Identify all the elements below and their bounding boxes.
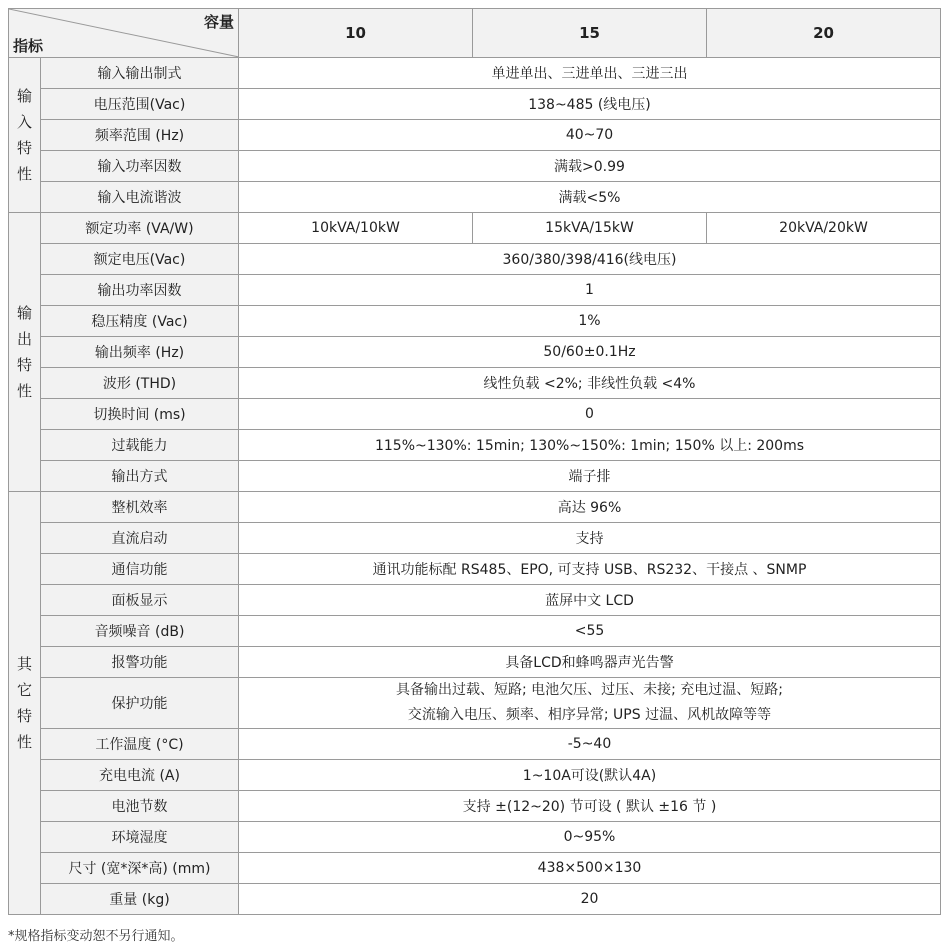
param-label: 输出方式 [41,461,239,492]
param-value: 单进单出、三进单出、三进三出 [239,58,941,89]
table-row [9,492,941,523]
param-label: 稳压精度 (Vac) [41,306,239,337]
param-label: 面板显示 [41,585,239,616]
protection-line-1: 具备输出过载、短路; 电池欠压、过压、未接; 充电过温、短路; [395,682,784,698]
param-value: 满载>0.99 [239,151,941,182]
protection-line-2: 交流输入电压、频率、相序异常; UPS 过温、风机故障等等 [407,707,772,723]
table-row [9,89,941,120]
footnote: *规格指标变动恕不另行通知。 [8,929,184,944]
param-value: 1 [239,275,941,306]
param-label: 充电电流 (A) [41,760,239,791]
corner-cell [9,9,239,58]
table-row [9,884,941,915]
param-value: 满载<5% [239,182,941,213]
table-row [9,151,941,182]
group-label-other: 其 它 特 性 [9,492,41,915]
param-value: 端子排 [239,461,941,492]
param-label: 输入功率因数 [41,151,239,182]
rated-power-20: 20kVA/20kW [707,213,941,244]
model-header-20: 20 [707,9,941,58]
param-value: <55 [239,616,941,647]
param-label: 额定电压(Vac) [41,244,239,275]
model-header-10: 10 [239,9,473,58]
param-value: 蓝屏中文 LCD [239,585,941,616]
table-row [9,213,941,244]
table-row [9,430,941,461]
rated-power-10: 10kVA/10kW [239,213,473,244]
param-label: 过载能力 [41,430,239,461]
param-value: 138~485 (线电压) [239,89,941,120]
table-row [9,585,941,616]
header-row [9,9,941,58]
param-value: 支持 [239,523,941,554]
group-label-output: 输 出 特 性 [9,213,41,492]
indicator-label: 指标 [13,37,44,55]
table-row [9,182,941,213]
param-value: 0 [239,399,941,430]
table-row [9,822,941,853]
param-value: 50/60±0.1Hz [239,337,941,368]
param-value: 0~95% [239,822,941,853]
param-label: 输出频率 (Hz) [41,337,239,368]
param-label: 波形 (THD) [41,368,239,399]
table-row [9,616,941,647]
param-label: 整机效率 [41,492,239,523]
param-value: 40~70 [239,120,941,151]
param-value: 通讯功能标配 RS485、EPO, 可支持 USB、RS232、干接点 、SNMP [239,554,941,585]
param-value: 20 [239,884,941,915]
table-row [9,554,941,585]
table-row [9,368,941,399]
param-value: 支持 ±(12~20) 节可设 ( 默认 ±16 节 ) [239,791,941,822]
param-label: 音频噪音 (dB) [41,616,239,647]
model-header-15: 15 [473,9,707,58]
table-row [9,461,941,492]
param-label: 通信功能 [41,554,239,585]
table-row [9,647,941,678]
spec-table [8,8,941,915]
param-label: 输入输出制式 [41,58,239,89]
param-label: 输入电流谐波 [41,182,239,213]
param-label: 电池节数 [41,791,239,822]
param-label: 频率范围 (Hz) [41,120,239,151]
table-row [9,399,941,430]
param-value: 360/380/398/416(线电压) [239,244,941,275]
param-value: -5~40 [239,729,941,760]
param-label: 输出功率因数 [41,275,239,306]
table-row [9,853,941,884]
table-row [9,120,941,151]
param-value: 具备LCD和蜂鸣器声光告警 [239,647,941,678]
param-value: 1% [239,306,941,337]
param-label: 尺寸 (宽*深*高) (mm) [41,853,239,884]
table-row [9,760,941,791]
table-row [9,244,941,275]
table-row [9,678,941,729]
param-value [239,678,941,729]
param-label: 切换时间 (ms) [41,399,239,430]
param-value: 线性负载 <2%; 非线性负载 <4% [239,368,941,399]
param-label: 报警功能 [41,647,239,678]
param-label: 工作温度 (°C) [41,729,239,760]
capacity-label: 容量 [203,13,234,31]
param-value: 高达 96% [239,492,941,523]
table-row [9,275,941,306]
param-label: 额定功率 (VA/W) [41,213,239,244]
table-row [9,306,941,337]
param-label: 保护功能 [41,678,239,729]
rated-power-15: 15kVA/15kW [473,213,707,244]
param-value: 115%~130%: 15min; 130%~150%: 1min; 150% 以上: 200ms [239,430,941,461]
param-value: 438×500×130 [239,853,941,884]
table-row [9,58,941,89]
param-value: 1~10A可设(默认4A) [239,760,941,791]
table-row [9,729,941,760]
group-label-input: 输 入 特 性 [9,58,41,213]
table-row [9,337,941,368]
param-label: 直流启动 [41,523,239,554]
table-row [9,523,941,554]
table-row [9,791,941,822]
param-label: 电压范围(Vac) [41,89,239,120]
param-label: 环境湿度 [41,822,239,853]
param-label: 重量 (kg) [41,884,239,915]
